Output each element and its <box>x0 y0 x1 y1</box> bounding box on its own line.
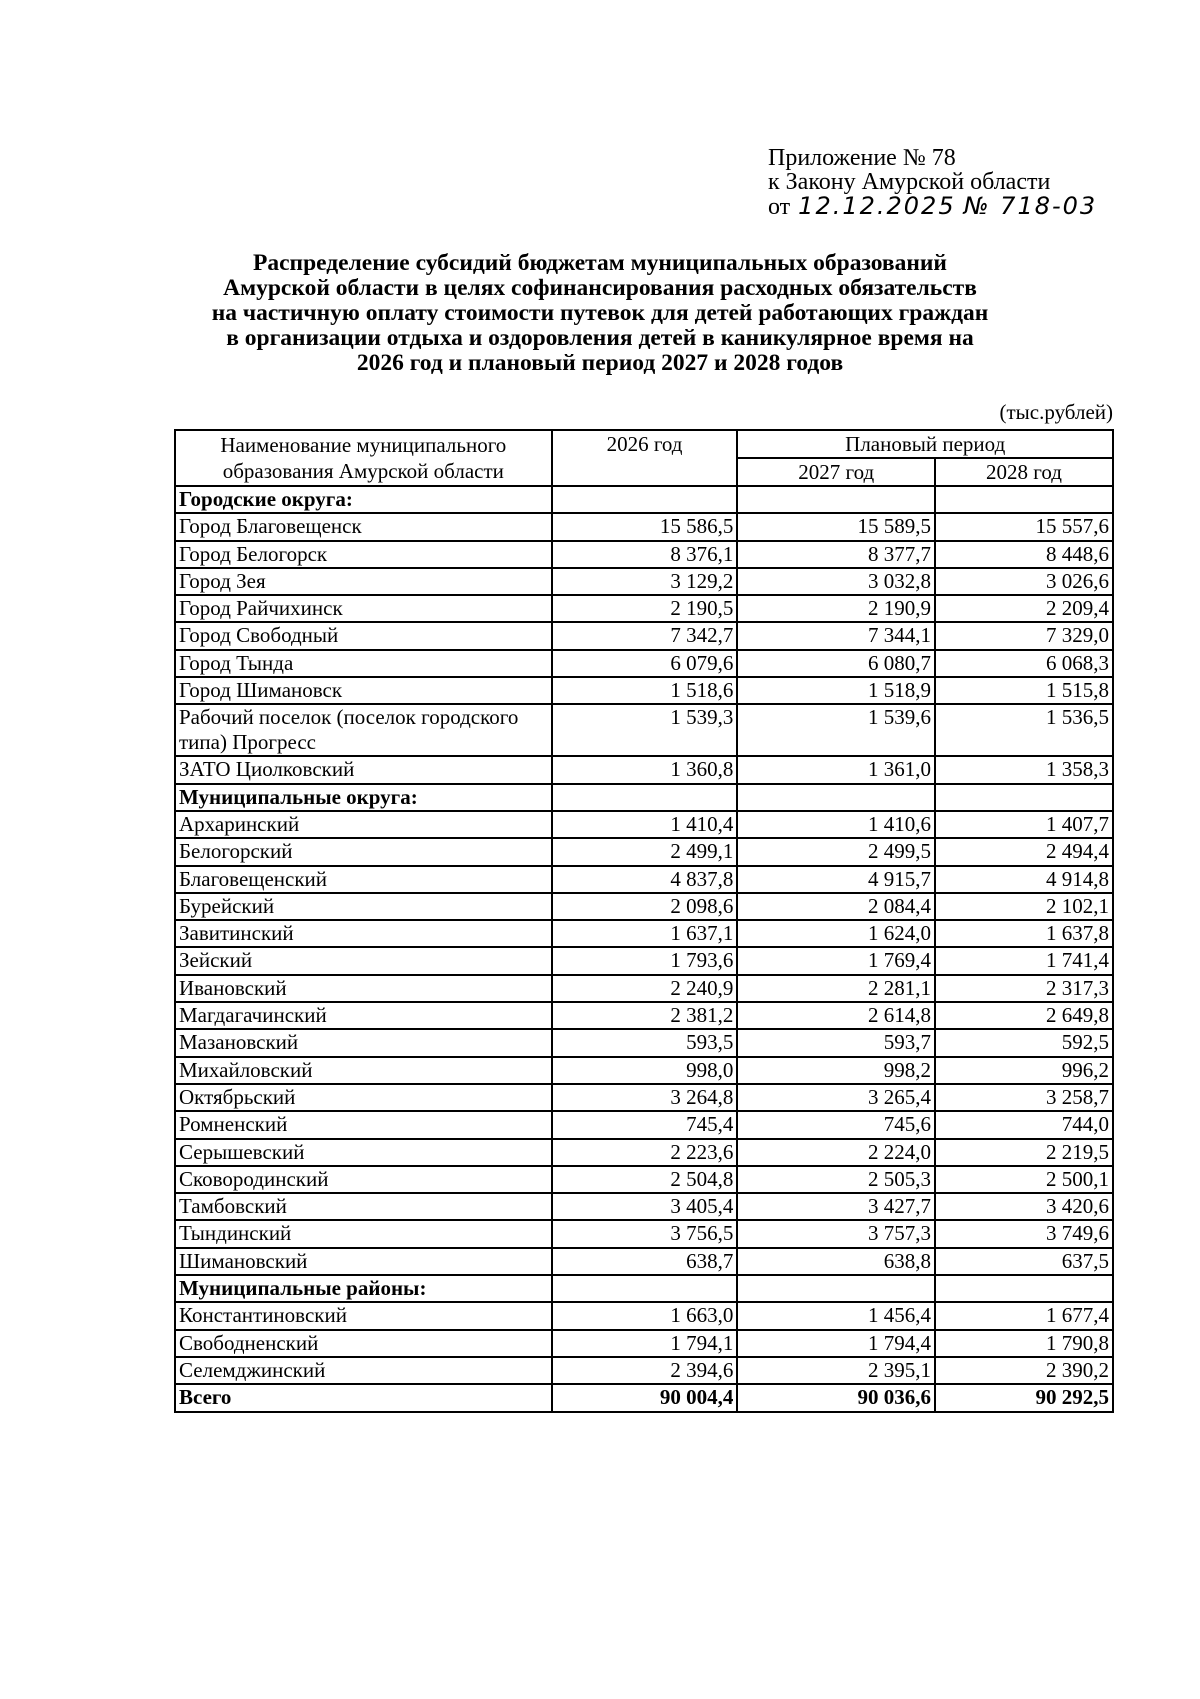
value-2026: 3 264,8 <box>552 1084 738 1111</box>
municipality-name: Архаринский <box>175 811 552 838</box>
value-2027: 3 757,3 <box>737 1220 935 1247</box>
table-row <box>175 622 1113 649</box>
table-row <box>175 1029 1113 1056</box>
table-row <box>175 1330 1113 1357</box>
value-2026: 2 190,5 <box>552 595 738 622</box>
municipality-name: Сковородинский <box>175 1166 552 1193</box>
value-2027: 2 614,8 <box>737 1002 935 1029</box>
value-2026: 4 837,8 <box>552 866 738 893</box>
section-title: Муниципальные районы: <box>175 1275 552 1302</box>
document-title <box>150 251 1050 376</box>
table-row <box>175 1248 1113 1275</box>
appendix-number: Приложение № 78 <box>768 145 956 171</box>
value-2026: 998,0 <box>552 1057 738 1084</box>
handwritten-date: 12.12.2025 <box>798 192 956 220</box>
value-2026: 3 405,4 <box>552 1193 738 1220</box>
value-2028: 592,5 <box>935 1029 1113 1056</box>
table-row <box>175 1193 1113 1220</box>
empty-cell <box>935 486 1113 513</box>
value-2026: 1 539,3 <box>552 704 738 756</box>
table-row <box>175 650 1113 677</box>
table-row <box>175 947 1113 974</box>
value-2027: 2 224,0 <box>737 1139 935 1166</box>
value-2028: 3 420,6 <box>935 1193 1113 1220</box>
value-2027: 1 518,9 <box>737 677 935 704</box>
value-2027: 2 505,3 <box>737 1166 935 1193</box>
value-2026: 2 223,6 <box>552 1139 738 1166</box>
value-2028: 15 557,6 <box>935 513 1113 540</box>
value-2028: 2 209,4 <box>935 595 1113 622</box>
value-2026: 3 756,5 <box>552 1220 738 1247</box>
empty-cell <box>552 784 738 811</box>
table-row <box>175 1139 1113 1166</box>
value-2027: 745,6 <box>737 1111 935 1138</box>
value-2027: 3 032,8 <box>737 568 935 595</box>
value-2028: 2 494,4 <box>935 838 1113 865</box>
value-2027: 7 344,1 <box>737 622 935 649</box>
table-row <box>175 838 1113 865</box>
municipality-name: Селемджинский <box>175 1357 552 1384</box>
value-2026: 1 360,8 <box>552 756 738 783</box>
value-2027: 1 769,4 <box>737 947 935 974</box>
title-line: Распределение субсидий бюджетам муниципальных образований <box>253 250 947 276</box>
value-2028: 2 219,5 <box>935 1139 1113 1166</box>
value-2026: 593,5 <box>552 1029 738 1056</box>
header-2026: 2026 год <box>552 430 738 486</box>
value-2027: 1 361,0 <box>737 756 935 783</box>
section-row <box>175 1275 1113 1302</box>
value-2028: 6 068,3 <box>935 650 1113 677</box>
table-row <box>175 677 1113 704</box>
value-2027: 1 410,6 <box>737 811 935 838</box>
municipality-name: Благовещенский <box>175 866 552 893</box>
municipality-name: Свободненский <box>175 1330 552 1357</box>
value-2027: 8 377,7 <box>737 541 935 568</box>
value-2027: 1 794,4 <box>737 1330 935 1357</box>
value-2027: 638,8 <box>737 1248 935 1275</box>
municipality-name: Город Шимановск <box>175 677 552 704</box>
appendix-header <box>768 146 1097 219</box>
subsidies-table <box>174 429 1114 1413</box>
value-2027: 1 539,6 <box>737 704 935 756</box>
value-2026: 745,4 <box>552 1111 738 1138</box>
section-title: Городские округа: <box>175 486 552 513</box>
value-2028: 7 329,0 <box>935 622 1113 649</box>
value-2028: 1 790,8 <box>935 1330 1113 1357</box>
value-2026: 1 518,6 <box>552 677 738 704</box>
table-row <box>175 595 1113 622</box>
value-2026: 1 637,1 <box>552 920 738 947</box>
value-2026: 2 499,1 <box>552 838 738 865</box>
municipality-name: ЗАТО Циолковский <box>175 756 552 783</box>
value-2027: 998,2 <box>737 1057 935 1084</box>
value-2028: 1 358,3 <box>935 756 1113 783</box>
value-2027: 2 190,9 <box>737 595 935 622</box>
value-2027: 1 456,4 <box>737 1302 935 1329</box>
value-2028: 1 407,7 <box>935 811 1113 838</box>
value-2026: 3 129,2 <box>552 568 738 595</box>
value-2026: 1 793,6 <box>552 947 738 974</box>
municipality-name: Ивановский <box>175 975 552 1002</box>
table-row <box>175 1002 1113 1029</box>
value-2027: 2 395,1 <box>737 1357 935 1384</box>
total-label: Всего <box>175 1384 552 1411</box>
section-title: Муниципальные округа: <box>175 784 552 811</box>
total-2026: 90 004,4 <box>552 1384 738 1411</box>
appendix-law: к Закону Амурской области <box>768 169 1051 195</box>
municipality-name: Рабочий поселок (поселок городского типа) Прогресс <box>175 704 552 756</box>
municipality-name: Ромненский <box>175 1111 552 1138</box>
municipality-name: Тамбовский <box>175 1193 552 1220</box>
value-2026: 1 410,4 <box>552 811 738 838</box>
value-2026: 2 240,9 <box>552 975 738 1002</box>
value-2027: 3 265,4 <box>737 1084 935 1111</box>
municipality-name: Константиновский <box>175 1302 552 1329</box>
municipality-name: Зейский <box>175 947 552 974</box>
value-2028: 2 390,2 <box>935 1357 1113 1384</box>
municipality-name: Город Зея <box>175 568 552 595</box>
value-2026: 15 586,5 <box>552 513 738 540</box>
value-2027: 2 084,4 <box>737 893 935 920</box>
municipality-name: Шимановский <box>175 1248 552 1275</box>
header-name: Наименование муниципального образования Амурской области <box>175 430 552 486</box>
table-row <box>175 866 1113 893</box>
title-line: 2026 год и плановый период 2027 и 2028 годов <box>356 350 844 376</box>
table-row <box>175 513 1113 540</box>
value-2027: 2 281,1 <box>737 975 935 1002</box>
value-2026: 8 376,1 <box>552 541 738 568</box>
municipality-name: Бурейский <box>175 893 552 920</box>
table-row <box>175 1057 1113 1084</box>
municipality-name: Город Свободный <box>175 622 552 649</box>
empty-cell <box>935 1275 1113 1302</box>
value-2027: 4 915,7 <box>737 866 935 893</box>
value-2027: 3 427,7 <box>737 1193 935 1220</box>
header-2028: 2028 год <box>935 458 1113 486</box>
municipality-name: Город Благовещенск <box>175 513 552 540</box>
value-2028: 3 026,6 <box>935 568 1113 595</box>
table-row <box>175 975 1113 1002</box>
municipality-name: Завитинский <box>175 920 552 947</box>
municipality-name: Серышевский <box>175 1139 552 1166</box>
value-2027: 1 624,0 <box>737 920 935 947</box>
value-2026: 1 663,0 <box>552 1302 738 1329</box>
value-2028: 996,2 <box>935 1057 1113 1084</box>
table-row <box>175 811 1113 838</box>
municipality-name: Город Белогорск <box>175 541 552 568</box>
municipality-name: Магдагачинский <box>175 1002 552 1029</box>
value-2028: 637,5 <box>935 1248 1113 1275</box>
value-2026: 638,7 <box>552 1248 738 1275</box>
municipality-name: Город Тында <box>175 650 552 677</box>
units-label: (тыс.рублей) <box>999 400 1113 424</box>
handwritten-number: № 718-03 <box>963 192 1098 220</box>
empty-cell <box>935 784 1113 811</box>
value-2027: 6 080,7 <box>737 650 935 677</box>
table-row <box>175 920 1113 947</box>
table-row <box>175 1166 1113 1193</box>
total-2028: 90 292,5 <box>935 1384 1113 1411</box>
municipality-name: Белогорский <box>175 838 552 865</box>
value-2028: 3 749,6 <box>935 1220 1113 1247</box>
value-2026: 2 504,8 <box>552 1166 738 1193</box>
value-2026: 7 342,7 <box>552 622 738 649</box>
municipality-name: Октябрьский <box>175 1084 552 1111</box>
table-row <box>175 1302 1113 1329</box>
value-2027: 593,7 <box>737 1029 935 1056</box>
table-row <box>175 541 1113 568</box>
empty-cell <box>737 784 935 811</box>
table-row <box>175 704 1113 756</box>
value-2026: 2 381,2 <box>552 1002 738 1029</box>
value-2027: 2 499,5 <box>737 838 935 865</box>
table-row <box>175 756 1113 783</box>
title-line: в организации отдыха и оздоровления детей в каникулярное время на <box>226 325 974 351</box>
date-prefix: от <box>768 194 791 220</box>
empty-cell <box>552 1275 738 1302</box>
municipality-name: Тындинский <box>175 1220 552 1247</box>
value-2026: 2 394,6 <box>552 1357 738 1384</box>
value-2026: 1 794,1 <box>552 1330 738 1357</box>
municipality-name: Мазановский <box>175 1029 552 1056</box>
table-row <box>175 1357 1113 1384</box>
table-row <box>175 893 1113 920</box>
value-2028: 2 500,1 <box>935 1166 1113 1193</box>
value-2027: 15 589,5 <box>737 513 935 540</box>
municipality-name: Михайловский <box>175 1057 552 1084</box>
value-2028: 2 317,3 <box>935 975 1113 1002</box>
value-2028: 1 677,4 <box>935 1302 1113 1329</box>
value-2028: 2 102,1 <box>935 893 1113 920</box>
empty-cell <box>552 486 738 513</box>
value-2028: 1 741,4 <box>935 947 1113 974</box>
total-2027: 90 036,6 <box>737 1384 935 1411</box>
municipality-name: Город Райчихинск <box>175 595 552 622</box>
value-2028: 1 515,8 <box>935 677 1113 704</box>
appendix-date-line <box>768 194 1097 219</box>
value-2028: 1 536,5 <box>935 704 1113 756</box>
value-2028: 1 637,8 <box>935 920 1113 947</box>
section-row <box>175 486 1113 513</box>
table-row <box>175 1220 1113 1247</box>
value-2028: 2 649,8 <box>935 1002 1113 1029</box>
header-planned: Плановый период <box>737 430 1113 458</box>
title-line: на частичную оплату стоимости путевок для детей работающих граждан <box>211 300 989 326</box>
total-row <box>175 1384 1113 1411</box>
empty-cell <box>737 486 935 513</box>
value-2028: 3 258,7 <box>935 1084 1113 1111</box>
header-2027: 2027 год <box>737 458 935 486</box>
section-row <box>175 784 1113 811</box>
value-2026: 6 079,6 <box>552 650 738 677</box>
table-row <box>175 1084 1113 1111</box>
value-2028: 4 914,8 <box>935 866 1113 893</box>
empty-cell <box>737 1275 935 1302</box>
table-row <box>175 1111 1113 1138</box>
value-2026: 2 098,6 <box>552 893 738 920</box>
table-row <box>175 568 1113 595</box>
value-2028: 744,0 <box>935 1111 1113 1138</box>
value-2028: 8 448,6 <box>935 541 1113 568</box>
title-line: Амурской области в целях софинансирования расходных обязательств <box>223 275 977 301</box>
